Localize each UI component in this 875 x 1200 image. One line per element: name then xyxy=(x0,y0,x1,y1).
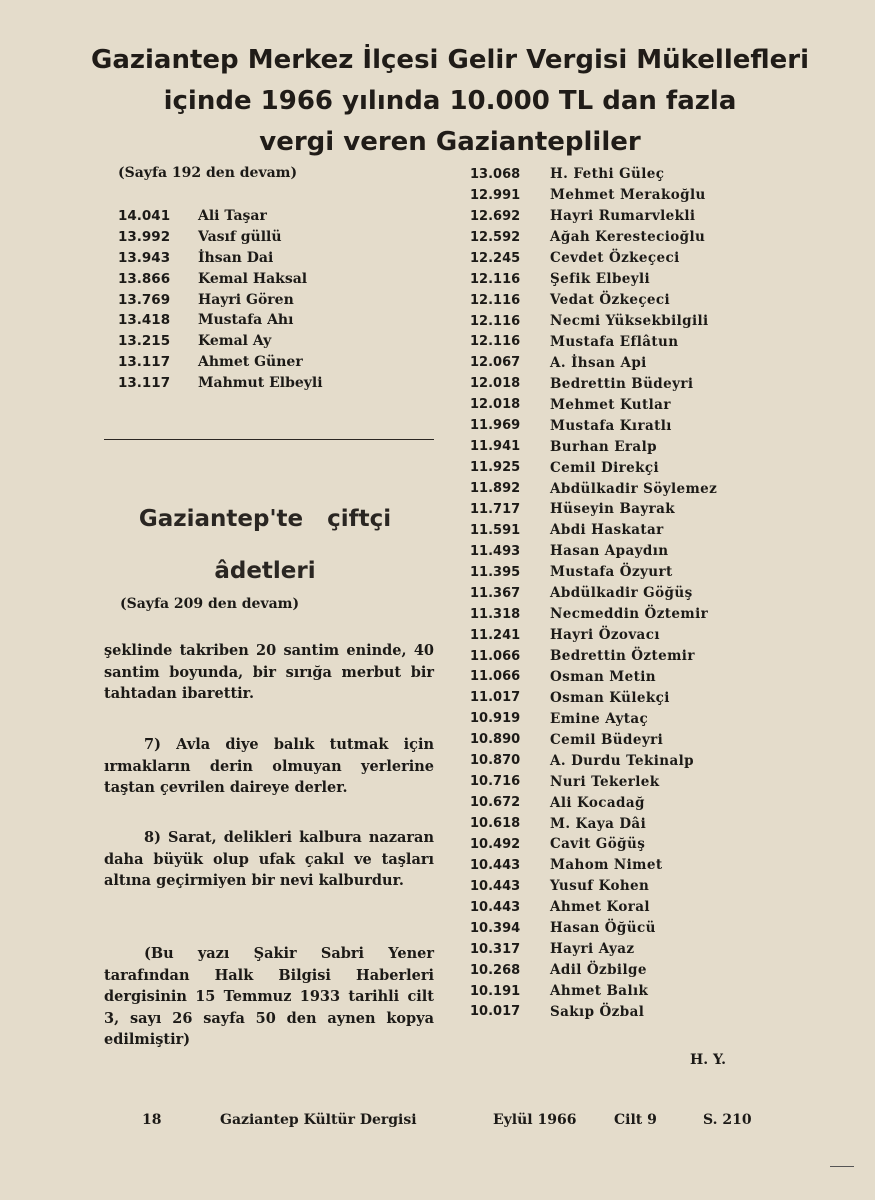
tax-amount: 12.018 xyxy=(470,376,521,392)
taxpayer-row xyxy=(470,604,717,625)
taxpayer-row xyxy=(470,227,717,248)
taxpayer-name: Yusuf Kohen xyxy=(550,878,650,895)
left-list-intro: (Sayfa 192 den devam) xyxy=(118,165,298,181)
taxpayer-name: Bedrettin Öztemir xyxy=(550,648,695,665)
taxpayer-row xyxy=(470,583,717,604)
taxpayer-name: Şefik Elbeyli xyxy=(550,271,651,288)
taxpayer-name: Abdülkadir Göğüş xyxy=(550,585,693,602)
tax-amount: 11.367 xyxy=(470,585,521,601)
taxpayer-row xyxy=(470,311,717,332)
taxpayer-name: Hayri Gören xyxy=(198,291,294,308)
tax-amount: 11.925 xyxy=(470,460,521,476)
taxpayer-name: Sakıp Özbal xyxy=(550,1003,645,1020)
page-edge-mark xyxy=(830,1166,854,1167)
taxpayer-name: Mahom Nimet xyxy=(550,857,663,874)
tax-amount: 10.672 xyxy=(470,795,521,811)
taxpayer-name: Cemil Direkçi xyxy=(550,459,660,476)
tax-amount: 10.870 xyxy=(470,753,521,769)
taxpayer-row xyxy=(470,332,717,353)
paragraph-1: şeklinde takriben 20 santim eninde, 40 santim boyunda, bir sırığa merbut bir tahtadan ibarettir. xyxy=(104,642,434,702)
tax-amount: 13.943 xyxy=(118,249,171,266)
taxpayer-row xyxy=(470,646,717,667)
taxpayer-row xyxy=(470,562,717,583)
taxpayer-name: Necmeddin Öztemir xyxy=(550,606,709,623)
taxpayer-name: A. İhsan Api xyxy=(550,354,647,371)
tax-amount: 10.716 xyxy=(470,774,521,790)
taxpayer-row xyxy=(470,499,717,520)
taxpayer-row xyxy=(470,625,717,646)
tax-amount: 10.443 xyxy=(470,857,521,873)
taxpayer-row xyxy=(470,185,717,206)
tax-amount: 12.116 xyxy=(470,334,521,350)
taxpayer-row xyxy=(118,331,323,352)
taxpayer-row xyxy=(470,813,717,834)
tax-amount: 10.191 xyxy=(470,983,521,999)
footer-volume: Cilt 9 xyxy=(614,1112,657,1128)
tax-amount: 10.443 xyxy=(470,899,521,915)
section-title xyxy=(120,493,410,597)
tax-amount: 12.018 xyxy=(470,397,521,413)
taxpayer-name: Mustafa Ahı xyxy=(198,312,294,329)
tax-amount: 10.317 xyxy=(470,941,521,957)
tax-amount: 12.245 xyxy=(470,250,521,266)
taxpayer-row xyxy=(470,708,717,729)
tax-amount: 11.591 xyxy=(470,522,521,538)
footer-date: Eylül 1966 xyxy=(493,1112,577,1128)
taxpayer-name: M. Kaya Dâi xyxy=(550,815,647,832)
taxpayer-row xyxy=(470,1002,717,1023)
taxpayer-row xyxy=(470,771,717,792)
taxpayer-row xyxy=(470,834,717,855)
taxpayer-name: Hayri Rumarvlekli xyxy=(550,208,696,225)
tax-amount: 10.268 xyxy=(470,962,521,978)
section-title-line-2: âdetleri xyxy=(214,558,316,584)
tax-amount: 12.116 xyxy=(470,292,521,308)
tax-amount: 13.866 xyxy=(118,270,171,287)
taxpayer-name: Ali Taşar xyxy=(198,208,267,225)
taxpayer-name: Mustafa Kıratlı xyxy=(550,417,672,434)
taxpayer-name: Mustafa Eflâtun xyxy=(550,333,679,350)
tax-amount: 12.067 xyxy=(470,355,521,371)
taxpayer-row xyxy=(470,855,717,876)
tax-amount: 13.418 xyxy=(118,312,171,329)
taxpayer-name: Mehmet Merakoğlu xyxy=(550,187,706,204)
taxpayer-name: A. Durdu Tekinalp xyxy=(550,752,694,769)
tax-amount: 12.116 xyxy=(470,313,521,329)
taxpayer-row xyxy=(118,227,323,248)
taxpayer-name: Adil Özbilge xyxy=(550,962,647,979)
taxpayer-name: Vasıf güllü xyxy=(198,229,282,246)
taxpayer-name: Nuri Tekerlek xyxy=(550,773,660,790)
taxpayer-name: Cavit Göğüş xyxy=(550,836,646,853)
tax-amount: 10.394 xyxy=(470,920,521,936)
taxpayer-name: Mustafa Özyurt xyxy=(550,564,673,581)
taxpayer-name: Hayri Ayaz xyxy=(550,941,635,958)
paragraph-4: (Bu yazı Şakir Sabri Yener tarafından Halk Bilgisi Haberleri dergisinin 15 Temmuz 1933 tarihli cilt 3, sayı 26 sayfa 50 den aynen kopya edilmiştir) xyxy=(104,945,434,1048)
taxpayer-row xyxy=(470,269,717,290)
taxpayer-name: Burhan Eralp xyxy=(550,438,657,455)
tax-amount: 11.318 xyxy=(470,606,521,622)
taxpayer-name: H. Fethi Güleç xyxy=(550,166,665,183)
tax-amount: 10.492 xyxy=(470,836,521,852)
tax-amount: 11.969 xyxy=(470,418,521,434)
tax-amount: 11.017 xyxy=(470,690,521,706)
taxpayer-name: İhsan Dai xyxy=(198,249,274,266)
paragraph-2: 7) Avla diye balık tutmak için ırmakların derin olmuyan yerlerine taştan çevrilen daireye derler. xyxy=(104,736,434,796)
taxpayer-name: Ahmet Güner xyxy=(198,353,303,370)
taxpayer-name: Ağah Kerestecioğlu xyxy=(550,229,706,246)
tax-amount: 14.041 xyxy=(118,208,171,225)
footer-issue: S. 210 xyxy=(703,1112,752,1128)
taxpayer-row xyxy=(470,478,717,499)
tax-amount: 13.117 xyxy=(118,374,171,391)
taxpayer-name: Hasan Öğücü xyxy=(550,920,656,937)
taxpayer-name: Hüseyin Bayrak xyxy=(550,501,676,518)
title-line-3: vergi veren Gaziantepliler xyxy=(259,127,641,157)
taxpayer-row xyxy=(470,729,717,750)
taxpayer-name: Mehmet Kutlar xyxy=(550,396,671,413)
tax-amount: 11.241 xyxy=(470,627,521,643)
taxpayer-row xyxy=(470,290,717,311)
taxpayer-name: Emine Aytaç xyxy=(550,710,649,727)
taxpayer-row xyxy=(470,541,717,562)
taxpayer-row xyxy=(470,939,717,960)
taxpayer-row xyxy=(470,897,717,918)
taxpayer-list-left xyxy=(118,206,323,393)
taxpayer-row xyxy=(470,206,717,227)
taxpayer-name: Kemal Haksal xyxy=(198,270,308,287)
taxpayer-name: Abdi Haskatar xyxy=(550,522,664,539)
tax-amount: 12.116 xyxy=(470,271,521,287)
taxpayer-name: Osman Külekçi xyxy=(550,689,670,706)
tax-amount: 13.992 xyxy=(118,229,171,246)
tax-amount: 13.769 xyxy=(118,291,171,308)
taxpayer-row xyxy=(470,520,717,541)
taxpayer-name: Hayri Özovacı xyxy=(550,627,660,644)
taxpayer-row xyxy=(470,687,717,708)
taxpayer-name: Abdülkadir Söylemez xyxy=(550,480,718,497)
taxpayer-name: Necmi Yüksekbilgili xyxy=(550,313,709,330)
taxpayer-row xyxy=(118,248,323,269)
tax-amount: 11.066 xyxy=(470,669,521,685)
taxpayer-name: Ali Kocadağ xyxy=(550,794,645,811)
taxpayer-list-right xyxy=(470,164,717,1022)
taxpayer-row xyxy=(470,394,717,415)
title-line-1: Gaziantep Merkez İlçesi Gelir Vergisi Mükellefleri xyxy=(90,45,810,75)
taxpayer-row xyxy=(470,436,717,457)
taxpayer-row xyxy=(470,792,717,813)
taxpayer-row xyxy=(470,667,717,688)
signature: H. Y. xyxy=(690,1052,727,1068)
taxpayer-row xyxy=(470,457,717,478)
tax-amount: 10.017 xyxy=(470,1004,521,1020)
section-note: (Sayfa 209 den devam) xyxy=(120,596,300,612)
taxpayer-row xyxy=(118,268,323,289)
taxpayer-row xyxy=(470,248,717,269)
taxpayer-name: Bedrettin Büdeyri xyxy=(550,375,694,392)
taxpayer-row xyxy=(118,352,323,373)
taxpayer-name: Ahmet Balık xyxy=(550,983,649,1000)
title-line-2: içinde 1966 yılında 10.000 TL dan fazla xyxy=(163,86,737,116)
paragraph-3: 8) Sarat, delikleri kalbura nazaran daha büyük olup ufak çakıl ve taşları altına geçirmiyen bir nevi kalburdur. xyxy=(104,829,434,889)
tax-amount: 10.919 xyxy=(470,711,521,727)
footer-page-number: 18 xyxy=(142,1112,162,1128)
taxpayer-row xyxy=(470,918,717,939)
taxpayer-name: Mahmut Elbeyli xyxy=(198,374,323,391)
taxpayer-name: Ahmet Koral xyxy=(550,899,650,916)
taxpayer-row xyxy=(470,373,717,394)
taxpayer-row xyxy=(470,960,717,981)
taxpayer-row xyxy=(118,206,323,227)
taxpayer-row xyxy=(470,981,717,1002)
tax-amount: 11.941 xyxy=(470,439,521,455)
taxpayer-row xyxy=(470,352,717,373)
section-divider xyxy=(104,439,434,440)
tax-amount: 13.068 xyxy=(470,166,521,182)
taxpayer-name: Kemal Ay xyxy=(198,333,272,350)
footer-magazine: Gaziantep Kültür Dergisi xyxy=(220,1112,417,1128)
tax-amount: 10.890 xyxy=(470,732,521,748)
tax-amount: 12.692 xyxy=(470,208,521,224)
tax-amount: 12.991 xyxy=(470,187,521,203)
taxpayer-row xyxy=(470,415,717,436)
taxpayer-name: Hasan Apaydın xyxy=(550,543,669,560)
tax-amount: 10.618 xyxy=(470,816,521,832)
taxpayer-name: Cemil Büdeyri xyxy=(550,731,664,748)
tax-amount: 13.215 xyxy=(118,333,171,350)
taxpayer-row xyxy=(118,310,323,331)
page-title xyxy=(60,40,840,163)
taxpayer-name: Vedat Özkeçeci xyxy=(550,292,671,309)
taxpayer-row xyxy=(118,372,323,393)
tax-amount: 13.117 xyxy=(118,353,171,370)
taxpayer-row xyxy=(118,289,323,310)
taxpayer-name: Cevdet Özkeçeci xyxy=(550,250,680,267)
tax-amount: 12.592 xyxy=(470,229,521,245)
tax-amount: 10.443 xyxy=(470,878,521,894)
taxpayer-row xyxy=(470,876,717,897)
taxpayer-row xyxy=(470,164,717,185)
taxpayer-row xyxy=(470,750,717,771)
tax-amount: 11.395 xyxy=(470,564,521,580)
section-title-line-1: Gaziantep'te çiftçi xyxy=(138,506,392,532)
tax-amount: 11.493 xyxy=(470,543,521,559)
tax-amount: 11.066 xyxy=(470,648,521,664)
tax-amount: 11.892 xyxy=(470,481,521,497)
taxpayer-name: Osman Metin xyxy=(550,668,657,685)
tax-amount: 11.717 xyxy=(470,501,521,517)
